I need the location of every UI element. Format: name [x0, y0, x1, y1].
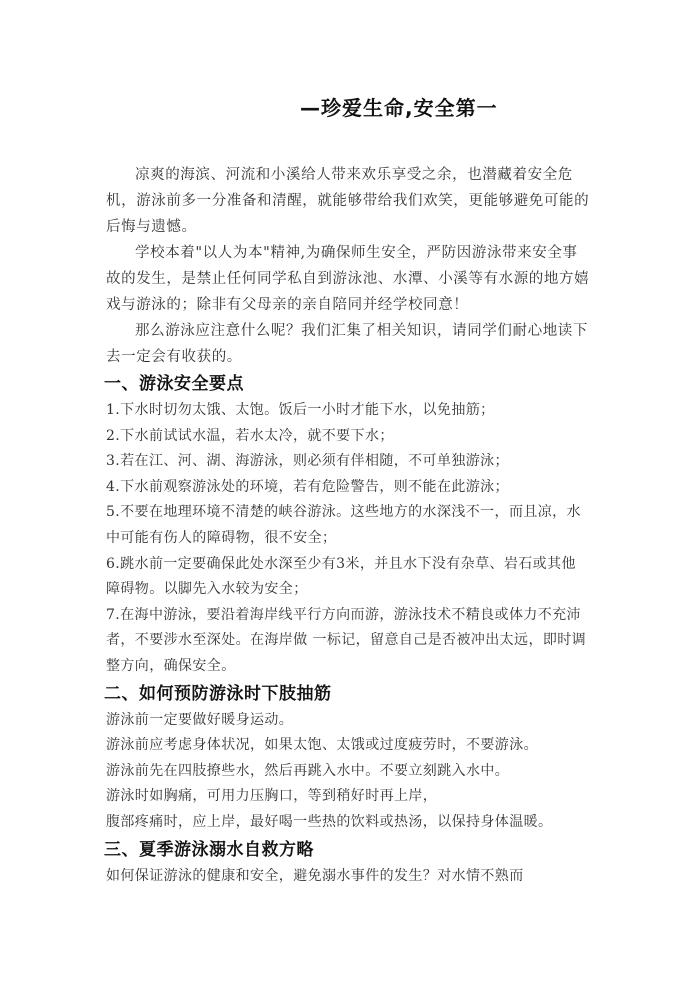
intro-paragraph: 那么游泳应注意什么呢？我们汇集了相关知识，请同学们耐心地读下去一定会有收获的。: [106, 323, 588, 365]
list-item: 游泳前先在四肢撩些水，然后再跳入水中。不要立刻跳入水中。: [106, 762, 510, 779]
list-item: 3.若在江、河、湖、海游泳，则必须有伴相随，不可单独游泳；: [106, 453, 509, 470]
list-item: 6.跳水前一定要确保此处水深至少有3米，并且水下没有杂草、岩石或其他障碍物。以脚先入水较为安全；: [106, 555, 576, 598]
intro-paragraph: 学校本着"以人为本"精神,为确保师生安全，严防因游泳带来安全事故的发生，是禁止任何同学私自到游泳池、水潭、小溪等有水源的地方嬉戏与游泳的；除非有父母亲的亲自陪同并经学校同意！: [106, 245, 590, 313]
section-swimming-safety: [106, 370, 590, 680]
list-item: 游泳前应考虑身体状况，如果太饱、太饿或过度疲劳时，不要游泳。: [106, 737, 538, 754]
list-item: 1.下水时切勿太饿、太饱。饭后一小时才能下水，以免抽筋；: [106, 402, 495, 418]
list-item: 4.下水前观察游泳处的环境，若有危险警告，则不能在此游泳；: [106, 478, 509, 495]
document-body: [106, 162, 590, 889]
list-item: 腹部疼痛时，应上岸，最好喝一些热的饮料或热汤，以保持身体温暖。: [106, 813, 553, 830]
section-self-rescue: [106, 836, 590, 890]
list-item: 2.下水前试试水温，若水太冷，就不要下水；: [106, 427, 394, 444]
list-item: 如何保证游泳的健康和安全，避免溺水事件的发生？对水情不熟而: [106, 867, 524, 884]
list-item: 游泳前一定要做好暖身运动。: [106, 711, 294, 728]
section-heading: 三、夏季游泳溺水自救方略: [104, 839, 314, 860]
section-heading: 一、游泳安全要点: [104, 374, 244, 394]
list-item: 5.不要在地理环境不清楚的峡谷游泳。这些地方的水深浅不一，而且凉，水中可能有伤人的障碍物，很不安全；: [106, 504, 581, 546]
section-heading: 二、如何预防游泳时下肢抽筋: [104, 683, 332, 704]
document-title: —珍爱生命,安全第一: [300, 96, 498, 120]
section-cramp-prevention: [106, 680, 590, 836]
list-item: 7.在海中游泳，要沿着海岸线平行方向而游，游泳技术不精良或体力不充沛者，不要涉水至深处。在海岸做 一标记，留意自己是否被冲出太远，即时调整方向，确保安全。: [106, 606, 587, 674]
intro-paragraph: 凉爽的海滨、河流和小溪给人带来欢乐享受之余，也潜藏着安全危机，游泳前多一分准备和清醒，就能够带给我们欢笑，更能够避免可能的后悔与遗憾。: [106, 167, 590, 235]
list-item: 游泳时如胸痛，可用力压胸口，等到稍好时再上岸，: [106, 788, 438, 805]
